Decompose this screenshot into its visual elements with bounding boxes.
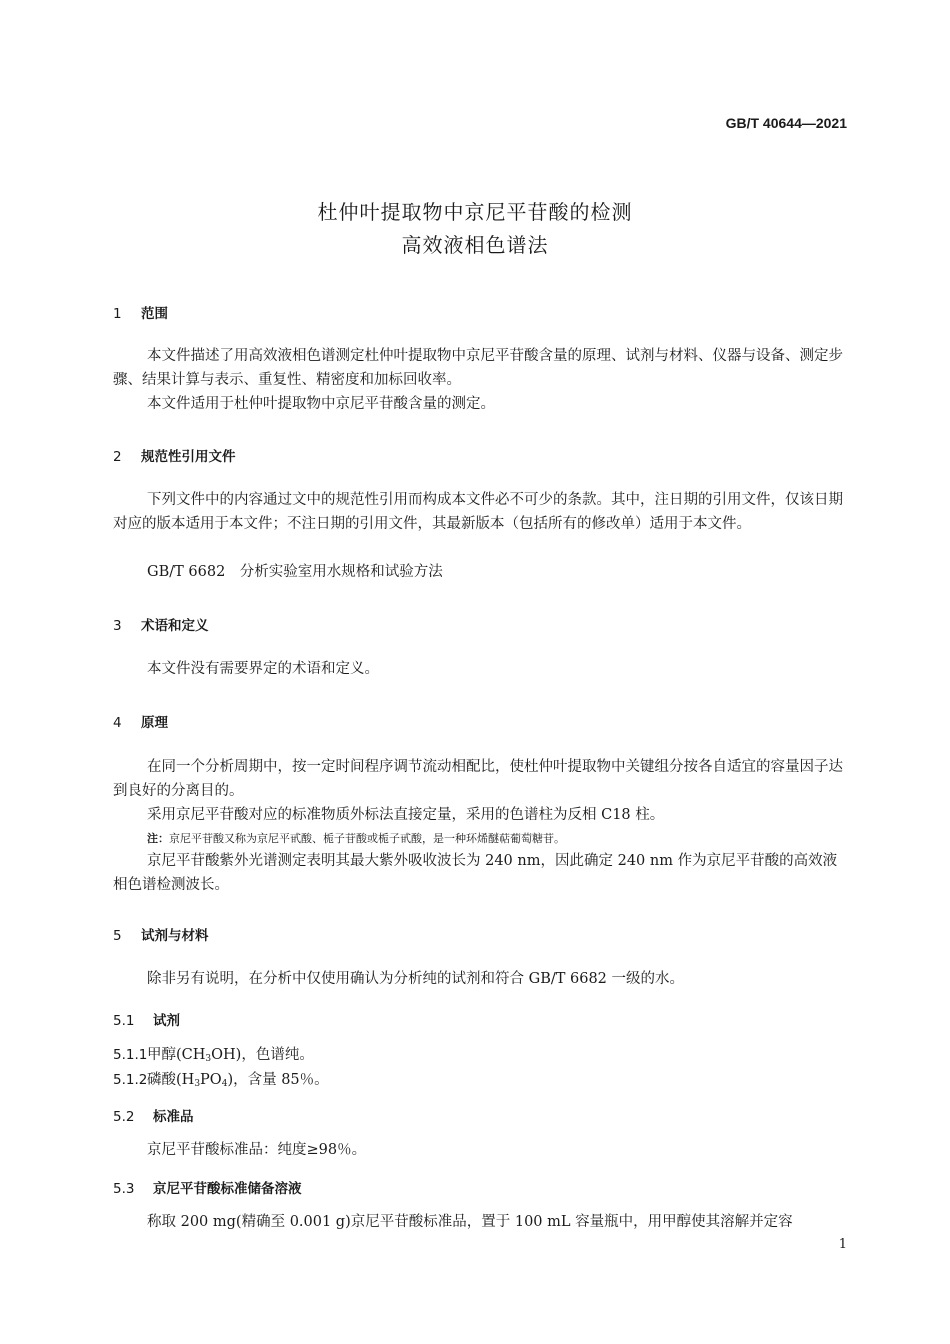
section-1-para-2: 本文件适用于杜仲叶提取物中京尼平苷酸含量的测定。 <box>147 396 495 412</box>
subscript: 3 <box>194 1079 201 1089</box>
section-number: 5.1 <box>113 1013 135 1029</box>
clause-text-mid: PO <box>200 1072 222 1088</box>
note-label: 注： <box>147 832 169 845</box>
section-4-para-2: 采用京尼平苷酸对应的标准物质外标法直接定量，采用的色谱柱为反相 C18 柱。 <box>147 807 665 823</box>
section-title: 京尼平苷酸标准储备溶液 <box>153 1181 302 1197</box>
clause-text-pre: 甲醇(CH <box>147 1047 206 1063</box>
section-title: 范围 <box>141 306 168 322</box>
section-2-heading <box>113 445 236 465</box>
clause-text-post: OH)，色谱纯。 <box>211 1047 314 1063</box>
subsection-5-2-text: 京尼平苷酸标准品：纯度≥98％。 <box>147 1142 367 1158</box>
clause-5-1-1 <box>113 1043 314 1064</box>
section-number: 2 <box>113 449 122 465</box>
clause-5-1-2 <box>113 1068 329 1089</box>
section-title: 标准品 <box>153 1109 194 1125</box>
document-title-line2: 高效液相色谱法 <box>401 233 549 257</box>
section-3-heading <box>113 614 209 634</box>
section-1-heading <box>113 302 168 322</box>
subscript: 4 <box>221 1079 228 1089</box>
subsection-5-3-heading <box>113 1177 302 1197</box>
section-1-para-1: 本文件描述了用高效液相色谱测定杜仲叶提取物中京尼平苷酸含量的原理、试剂与材料、仪器与设备、测定步骤、结果计算与表示、重复性、精密度和加标回收率。 <box>113 348 843 388</box>
page-number: 1 <box>838 1237 847 1252</box>
section-title: 术语和定义 <box>141 618 209 634</box>
normative-reference: GB/T 6682 分析实验室用水规格和试验方法 <box>147 564 443 580</box>
section-4-heading <box>113 711 168 731</box>
section-5-heading <box>113 924 209 944</box>
document-title-line1: 杜仲叶提取物中京尼平苷酸的检测 <box>317 200 633 224</box>
subsection-5-3-text: 称取 200 mg(精确至 0.001 g)京尼平苷酸标准品，置于 100 mL 容量瓶中，用甲醇使其溶解并定容 <box>147 1214 793 1230</box>
clause-text-pre: 磷酸(H <box>147 1072 195 1088</box>
section-4-para-3: 京尼平苷酸紫外光谱测定表明其最大紫外吸收波长为 240 nm，因此确定 240 nm 作为京尼平苷酸的高效液相色谱检测波长。 <box>113 853 838 893</box>
clause-number: 5.1.2 <box>113 1072 148 1088</box>
section-title: 原理 <box>141 715 168 731</box>
section-5-para-1: 除非另有说明，在分析中仅使用确认为分析纯的试剂和符合 GB/T 6682 一级的水。 <box>147 971 685 987</box>
clause-text-post: )，含量 85％。 <box>227 1072 329 1088</box>
subscript: 3 <box>205 1054 212 1064</box>
section-4-note <box>147 830 565 846</box>
section-number: 5 <box>113 928 122 944</box>
section-number: 1 <box>113 306 122 322</box>
section-number: 3 <box>113 618 122 634</box>
note-text: 京尼平苷酸又称为京尼平甙酸、栀子苷酸或栀子甙酸，是一种环烯醚萜葡萄糖苷。 <box>169 832 565 845</box>
subsection-5-2-heading <box>113 1105 194 1125</box>
section-4-para-1: 在同一个分析周期中，按一定时间程序调节流动相配比，使杜仲叶提取物中关键组分按各自适宜的容量因子达到良好的分离目的。 <box>113 759 843 799</box>
section-title: 试剂 <box>153 1013 180 1029</box>
section-2-para-1: 下列文件中的内容通过文中的规范性引用而构成本文件必不可少的条款。其中，注日期的引用文件，仅该日期对应的版本适用于本文件；不注日期的引用文件，其最新版本（包括所有的修改单）适用于本文件。 <box>113 492 843 532</box>
subsection-5-1-heading <box>113 1009 180 1029</box>
standard-number: GB/T 40644—2021 <box>725 115 847 131</box>
section-title: 规范性引用文件 <box>141 449 236 465</box>
section-number: 4 <box>113 715 122 731</box>
section-title: 试剂与材料 <box>141 928 209 944</box>
section-number: 5.2 <box>113 1109 135 1125</box>
section-3-para-1: 本文件没有需要界定的术语和定义。 <box>147 661 379 677</box>
clause-number: 5.1.1 <box>113 1047 148 1063</box>
section-number: 5.3 <box>113 1181 135 1197</box>
